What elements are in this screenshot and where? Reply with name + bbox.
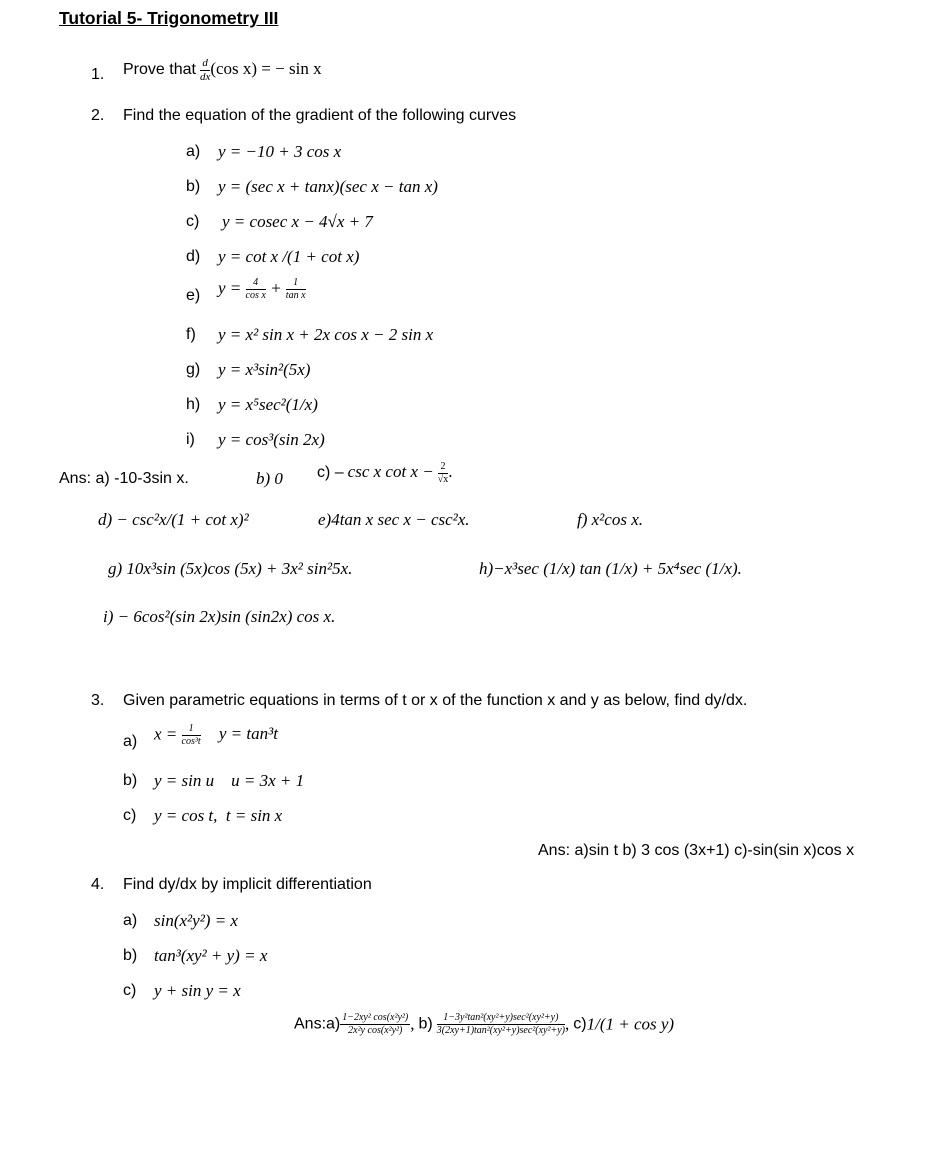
separator: , [565,1014,570,1034]
q3-item-label: b) [123,772,138,789]
q4-item-label: a) [123,912,138,929]
question-3-text: Given parametric equations in terms of t or x of the function x and y as below, find dy/dx. [123,692,748,709]
numerator: 4 [246,278,266,290]
answer-4a-fraction [340,1013,410,1036]
question-2-text: Find the equation of the gradient of the following curves [123,107,517,124]
question-2-number: 2. [91,107,105,124]
answer-2c-fraction [438,462,449,485]
q3-item-a-expression [154,724,278,747]
answer-2c-end: . [448,462,453,482]
page-title: Tutorial 5- Trigonometry III [59,8,279,28]
q2-item-expression: y = x² sin x + 2x cos x − 2 sin x [218,325,434,344]
q2-item-label: a) [186,143,201,160]
question-1-number: 1. [91,66,105,83]
q2-item-label: d) [186,248,201,265]
numerator: 2 [438,462,449,474]
question-4-number: 4. [91,876,105,893]
question-1-expression: (cos x) = − sin x [210,59,322,79]
q2-item-label: b) [186,178,201,195]
fraction-1-over-cos-cubed [182,724,201,747]
q2-item-expression: y = cot x /(1 + cot x) [218,247,360,266]
q2-item-expression: y = cos³(sin 2x) [218,430,325,449]
question-1 [123,58,322,83]
numerator: 1 [286,278,306,290]
plus-sign: + [270,278,282,298]
fraction-4-over-cos [246,278,266,301]
q2-item-expression: y = x³sin²(5x) [218,360,311,379]
answer-2h: h)−x³sec (1/x) tan (1/x) + 5x⁴sec (1/x). [479,559,742,578]
derivative-fraction [200,58,210,83]
denominator: tan x [285,290,306,301]
q2-item-label: f) [186,326,196,343]
denominator: cos³t [181,736,201,747]
q2-item-label: c) [186,213,200,230]
answer-4b-label: b) [418,1015,433,1033]
y-equals: y = [218,278,242,298]
q2-item-label: g) [186,361,201,378]
q4-item-label: b) [123,947,138,964]
answer-4b-fraction [437,1013,565,1036]
answer-4 [294,1013,674,1036]
derivative-denominator: dx [199,71,211,83]
numerator: 1 [182,724,201,736]
answer-4c-expression: 1/(1 + cos y) [586,1014,675,1034]
q2-item-expression: y = x⁵sec²(1/x) [218,395,318,414]
numerator: 1−3y²tan²(xy²+y)sec²(xy²+y) [437,1013,565,1025]
q2-item-expression: y = −10 + 3 cos x [218,142,342,161]
answer-4c-label: c) [573,1015,587,1033]
q2-item-label: e) [186,287,201,304]
x-equals: x = [154,724,178,744]
answer-2b: b) 0 [256,469,283,488]
q4-item-label: c) [123,982,137,999]
q3-item-label: a) [123,733,138,750]
denominator: √x [437,474,449,485]
denominator: cos x [245,290,266,301]
answer-2c-label: c) – [317,464,344,482]
denominator: 3(2xy+1)tan²(xy²+y)sec²(xy²+y) [436,1025,566,1036]
question-4-text: Find dy/dx by implicit differentiation [123,876,372,893]
y-expression: y = tan³t [218,724,278,744]
separator: , [410,1014,415,1034]
q2-item-label: i) [186,431,195,448]
answer-2i: i) − 6cos²(sin 2x)sin (sin2x) cos x. [103,607,336,626]
q2-item-e-expression [218,278,306,301]
answer-4-prefix: Ans:a) [294,1015,341,1033]
answer-2c-expression: csc x cot x − [347,462,434,482]
q3-item-expression: y = sin u u = 3x + 1 [154,771,305,790]
q4-item-expression: y + sin y = x [154,981,241,1000]
q2-item-expression: y = (sec x + tanx)(sec x − tan x) [218,177,438,196]
answer-2-prefix: Ans: a) -10-3sin x. [59,470,189,487]
q4-item-expression: tan³(xy² + y) = x [154,946,268,965]
q3-item-label: c) [123,807,137,824]
q4-item-expression: sin(x²y²) = x [154,911,238,930]
q3-item-expression: y = cos t, t = sin x [154,806,283,825]
answer-3: Ans: a)sin t b) 3 cos (3x+1) c)-sin(sin x)cos x [538,842,855,859]
numerator: 1−2xy² cos(x²y²) [342,1012,409,1023]
fraction-1-over-tan [286,278,306,301]
derivative-numerator: d [200,58,210,71]
question-3-number: 3. [91,692,105,709]
question-1-text: Prove that [123,61,196,79]
answer-2d: d) − csc²x/(1 + cot x)² [98,510,249,529]
answer-2c [317,462,452,485]
denominator: 2x²y cos(x²y²) [348,1025,403,1036]
answer-2e: e)4tan x sec x − csc²x. [318,510,470,529]
q2-item-expression: y = cosec x − 4√x + 7 [222,212,373,231]
answer-2f: f) x²cos x. [577,510,643,529]
answer-2g: g) 10x³sin (5x)cos (5x) + 3x² sin²5x. [108,559,353,578]
q2-item-label: h) [186,396,201,413]
